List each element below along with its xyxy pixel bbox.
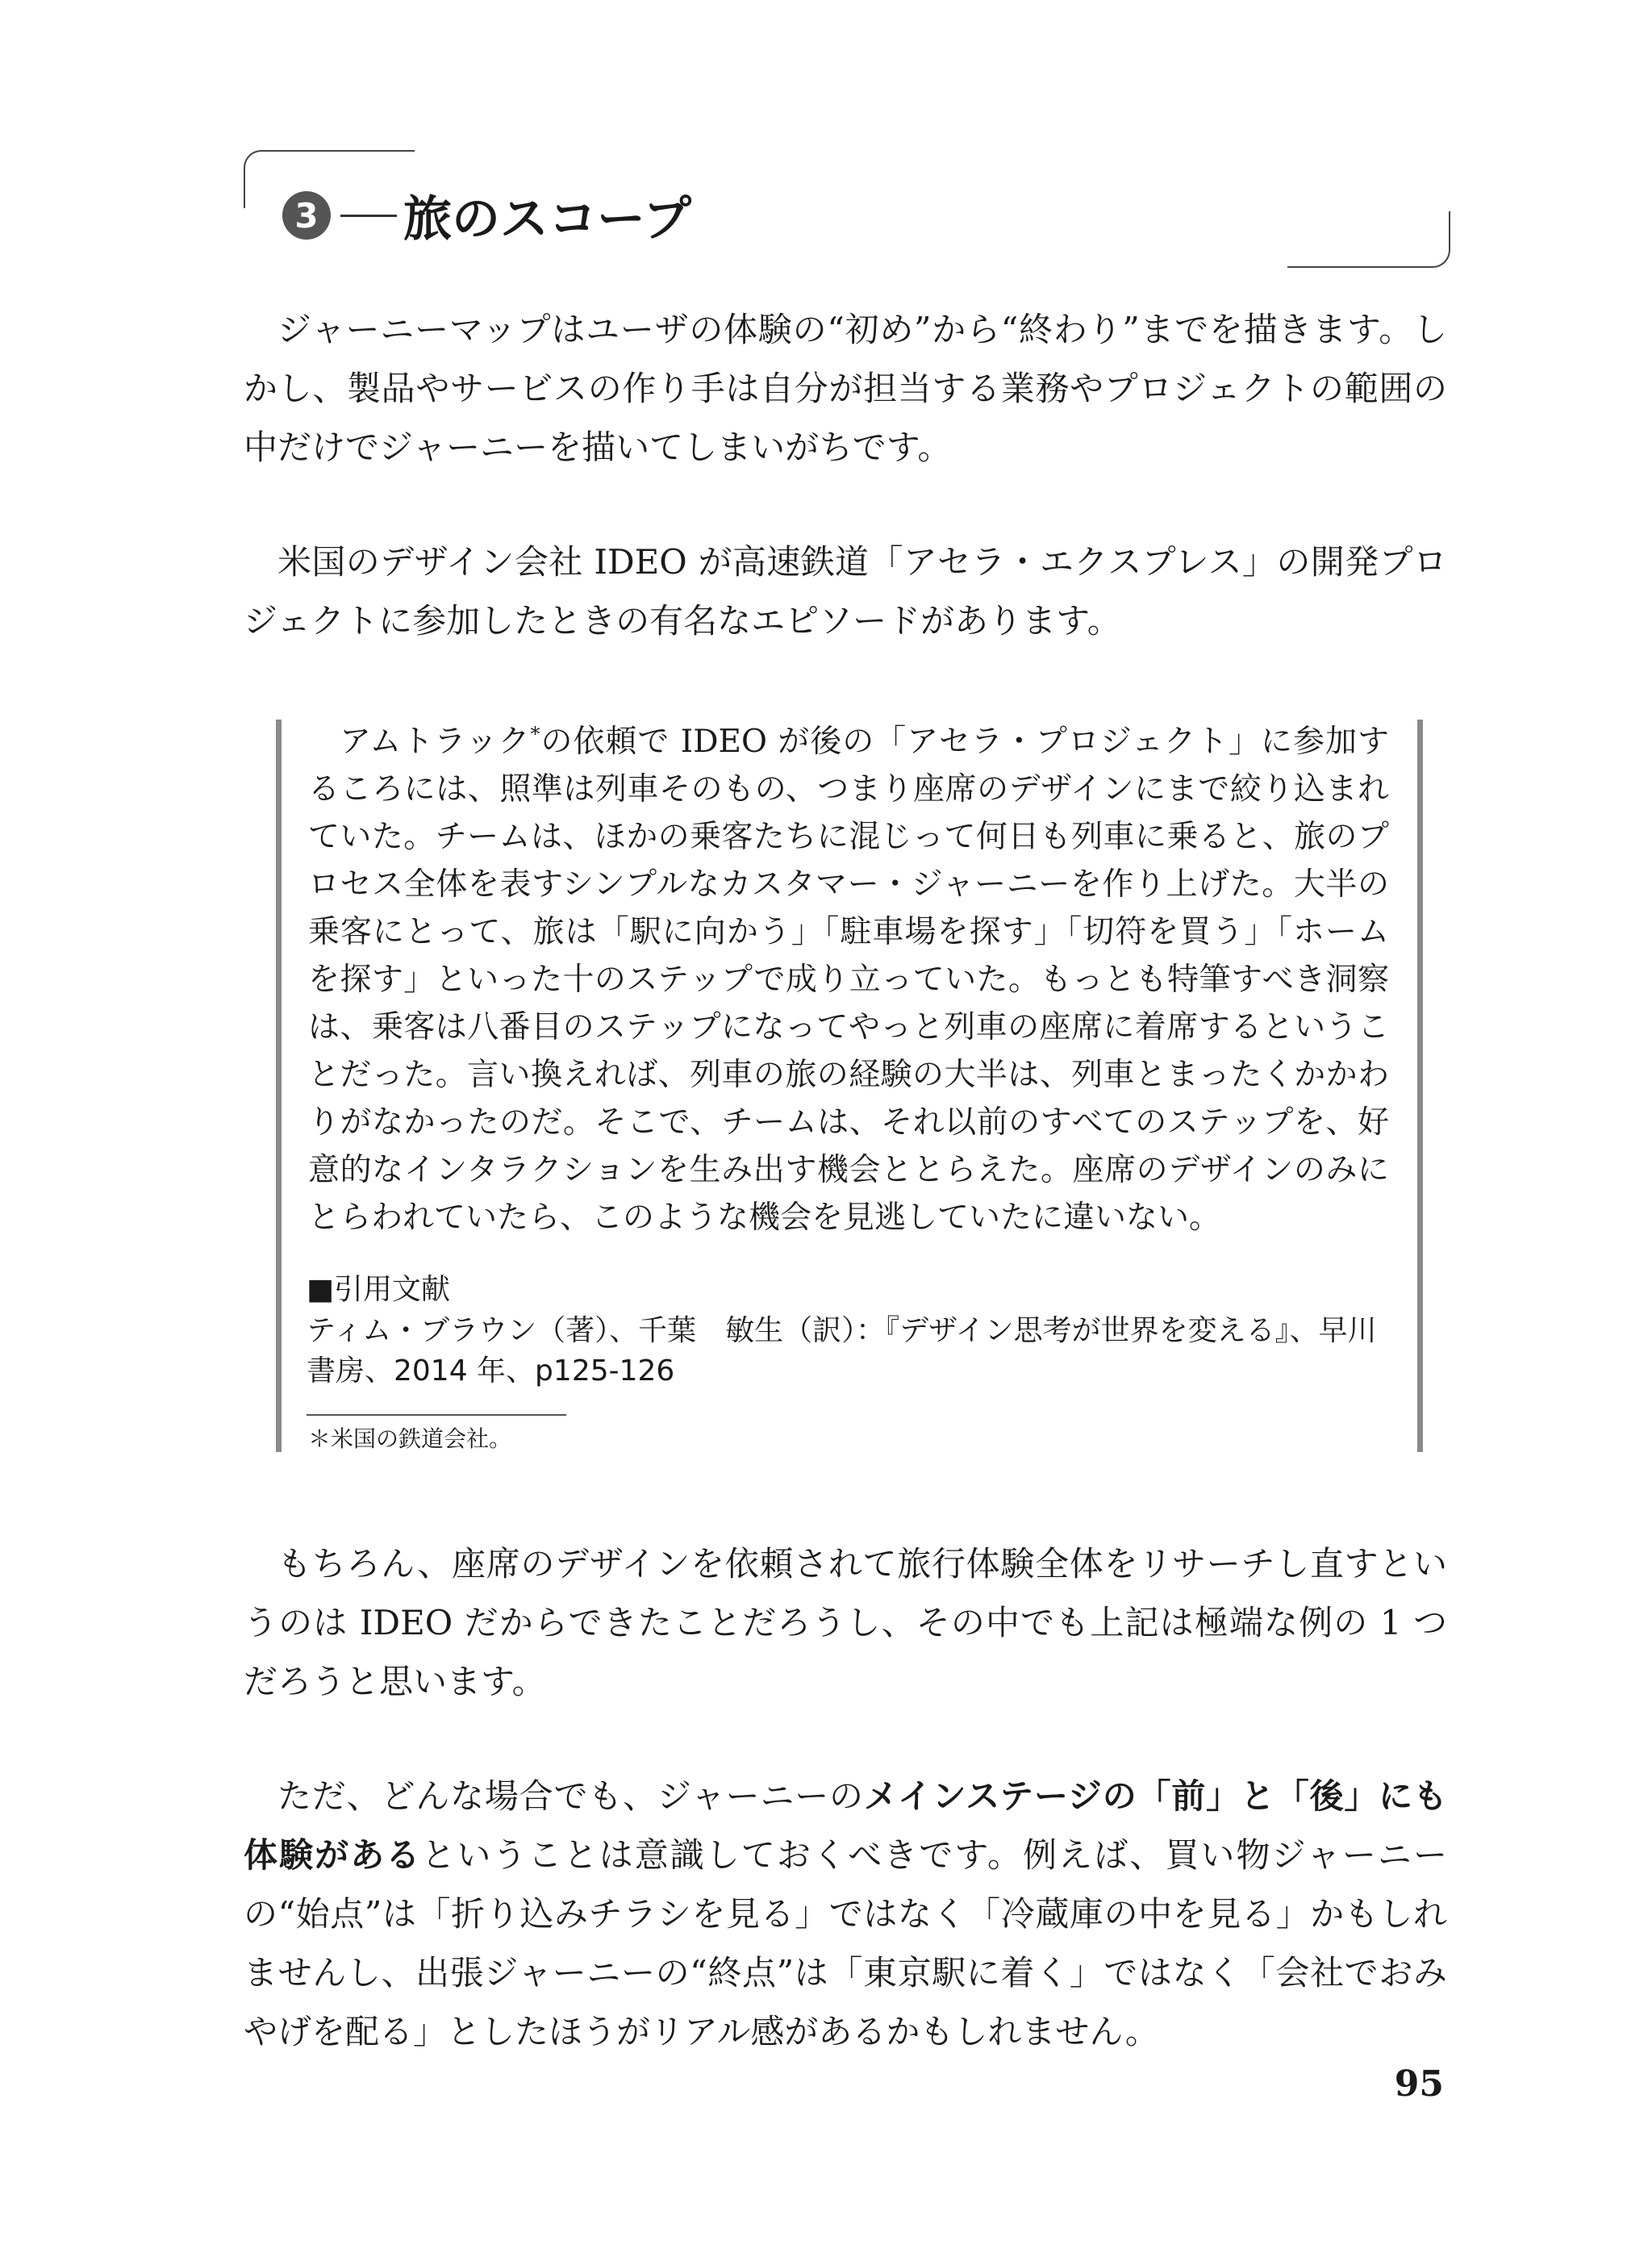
section-title: 旅のスコープ <box>403 191 691 248</box>
paragraph-3: もちろん、座席のデザインを依頼されて旅行体験全体をリサーチし直すというのは IDEO だからできたことだろうし、その中でも上記は極端な例の 1 つだろうと思います。 <box>244 1544 1447 1701</box>
footnote-rule <box>307 1414 566 1416</box>
paragraph-2: 米国のデザイン会社 IDEO が高速鉄道「アセラ・エクスプレス」の開発プロジェクトに参加したときの有名なエピソードがあります。 <box>244 542 1447 641</box>
reference-text: ティム・ブラウン（著）、千葉 敏生（訳）：『デザイン思考が世界を変える』、早川書房、2014 年、p125-126 <box>307 1314 1377 1388</box>
paragraph-1: ジャーニーマップはユーザの体験の“初め”から“終わり”までを描きます。しかし、製品やサービスの作り手は自分が担当する業務やプロジェクトの範囲の中だけでジャーニーを描いてしまいがちです。 <box>244 310 1447 467</box>
section-heading <box>282 179 691 252</box>
page-number: 95 <box>1394 2064 1444 2105</box>
footnote: ＊米国の鉄道会社。 <box>308 1425 512 1452</box>
heading-frame-bottom-right <box>1287 211 1450 268</box>
footnote-mark: * <box>530 723 540 745</box>
heading-dash <box>340 215 397 217</box>
quote-body <box>308 718 1389 1242</box>
paragraph-4 <box>244 1767 1447 2061</box>
paragraph-4-rest: ということは意識しておくべきです。例えば、買い物ジャーニーの“始点”は「折り込みチラシを見る」ではなく「冷蔵庫の中を見る」かもしれませんし、出張ジャーニーの“終点”は「東京駅に着く」ではなく「会社でおみやげを配る」としたほうがリアル感があるかもしれません。 <box>244 1835 1447 2051</box>
paragraph-4-emphasis: メインステージの「前」と「後」にも体験がある <box>244 1776 1447 1875</box>
paragraph-4-start: ただ、どんな場合でも、ジャーニーの <box>277 1776 864 1816</box>
quote-lead: アムトラック <box>340 724 531 760</box>
quote-text: の依頼で IDEO が後の「アセラ・プロジェクト」に参加するころには、照準は列車そのもの、つまり座席のデザインにまで絞り込まれていた。チームは、ほかの乗客たちに混じって何日も列車に乗ると、旅のプロセス全体を表すシンプルなカスタマー・ジャーニーを作り上げた。大半の乗客にとって、旅は「駅に向かう」「駐車場を探す」「切符を買う」「ホームを探す」といった十のステップで成り立っていた。もっとも特筆すべき洞察は、乗客は八番目のステップになってやっと列車の座席に着席するということだった。言い換えれば、列車の旅の経験の大半は、列車とまったくかかわりがなかったのだ。そこで、チームは、それ以前のすべてのステップを、好意的なインタラクションを生み出す機会ととらえた。座席のデザインのみにとらわれていたら、このような機会を見逃していたに違いない。 <box>308 724 1389 1236</box>
section-number-badge: 3 <box>282 191 331 240</box>
reference-label: ■引用文献 <box>307 1273 451 1306</box>
